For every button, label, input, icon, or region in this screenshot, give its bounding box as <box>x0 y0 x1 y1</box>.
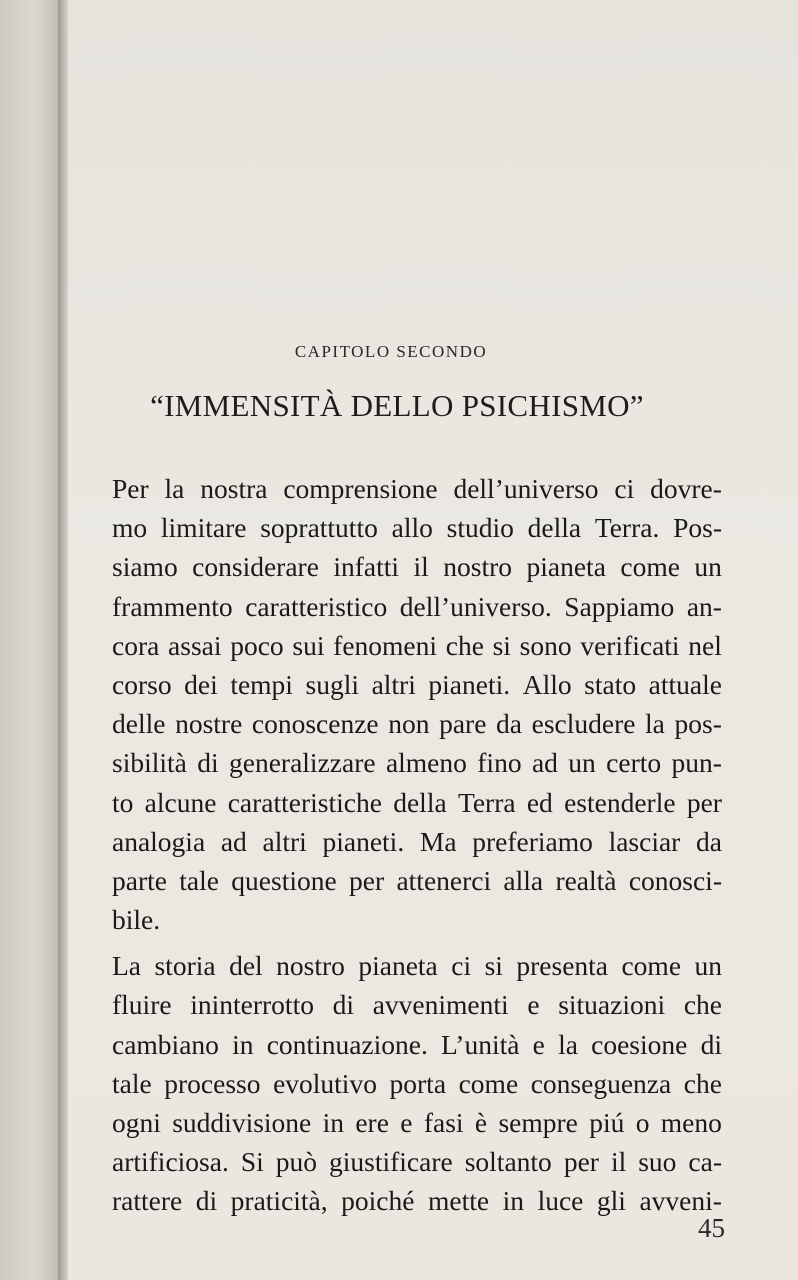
body-text <box>112 469 722 1221</box>
text-line: siamo considerare infatti il nostro pianeta come un <box>112 551 722 583</box>
text-line: analogia ad altri pianeti. Ma preferiamo lasciar da <box>112 825 722 857</box>
facing-page-edge <box>0 0 62 1280</box>
text-line: mo limitare soprattutto allo studio della Terra. Pos- <box>112 512 722 544</box>
text-line: La storia del nostro pianeta ci si presenta come un <box>112 950 722 982</box>
paragraph <box>112 469 722 939</box>
text-line: frammento caratteristico dell’universo. Sappiamo an- <box>112 590 722 622</box>
text-line: cora assai poco sui fenomeni che si sono verificati nel <box>112 629 722 661</box>
text-line: tale processo evolutivo porta come conseguenza che <box>112 1067 722 1099</box>
text-line: corso dei tempi sugli altri pianeti. Allo stato attuale <box>112 668 722 700</box>
paragraph <box>112 946 722 1220</box>
text-line: sibilità di generalizzare almeno fino ad un certo pun- <box>112 747 722 779</box>
page-number: 45 <box>698 1213 725 1243</box>
text-line: cambiano in continuazione. L’unità e la coesione di <box>112 1028 722 1060</box>
text-line: Per la nostra comprensione dell’universo ci dovre- <box>112 473 722 504</box>
chapter-title: “IMMENSITÀ DELLO PSICHISMO” <box>150 388 644 423</box>
text-line: fluire ininterrotto di avvenimenti e situazioni che <box>112 989 722 1021</box>
text-line: rattere di praticità, poiché mette in luce gli avveni- <box>112 1185 722 1217</box>
text-line: delle nostre conoscenze non pare da escludere la pos- <box>112 708 722 740</box>
text-line: parte tale questione per attenerci alla realtà conosci- <box>112 864 722 896</box>
text-line: to alcune caratteristiche della Terra ed estenderle per <box>112 786 722 818</box>
text-line: artificiosa. Si può giustificare soltanto per il suo ca- <box>112 1146 722 1178</box>
text-line: bile. <box>112 904 161 936</box>
chapter-label: CAPITOLO SECONDO <box>294 342 488 361</box>
text-line: ogni suddivisione in ere e fasi è sempre piú o meno <box>112 1107 722 1138</box>
